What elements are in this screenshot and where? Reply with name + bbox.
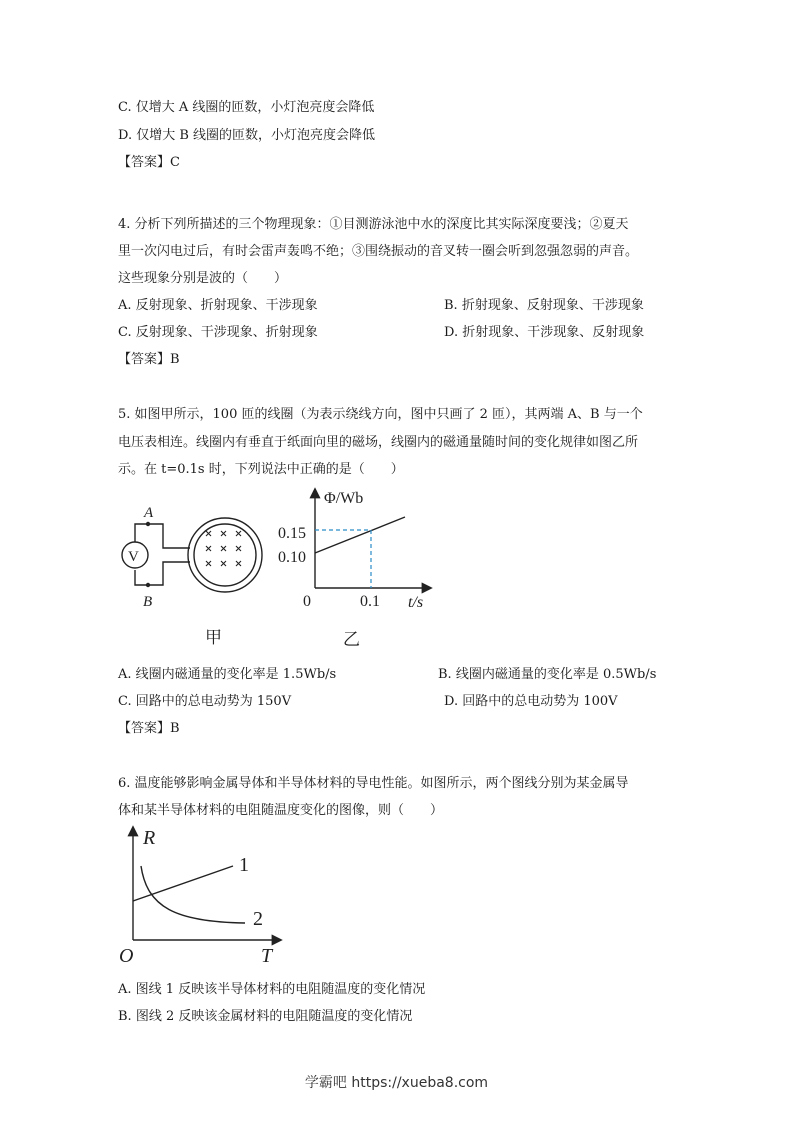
- caption-jia: 甲: [205, 628, 222, 647]
- q5-figure-graph: [270, 485, 445, 650]
- flux-line: [315, 517, 405, 553]
- q5-option-c: C. 回路中的总电动势为 150V: [118, 694, 292, 709]
- terminal-b: [146, 583, 150, 587]
- y-axis-label: Φ/Wb: [324, 490, 364, 507]
- q4-option-b: B. 折射现象、反射现象、干涉现象: [444, 298, 644, 313]
- q6-stem-line1: 6. 温度能够影响金属导体和半导体材料的导电性能。如图所示，两个图线分别为某金属导: [118, 776, 629, 791]
- terminal-a: [146, 522, 150, 526]
- q4-stem-line1: 4. 分析下列所描述的三个物理现象：①目测游泳池中水的深度比其实际深度要浅；②夏天: [118, 217, 629, 232]
- curve-2: [141, 866, 245, 923]
- x-axis-label: t/s: [408, 594, 424, 611]
- q6-stem-line2: 体和某半导体材料的电阻随温度变化的图像，则（ ）: [118, 803, 444, 818]
- q6-figure-graph: [115, 822, 290, 967]
- tick-x-01: 0.1: [360, 593, 380, 610]
- q4-option-d: D. 折射现象、干涉现象、反射现象: [444, 325, 645, 340]
- x-axis-label: T: [261, 945, 273, 967]
- q5-stem-line1: 5. 如图甲所示，100 匝的线圈（为表示绕线方向，图中只画了 2 匝），其两端 A、B 与一个: [118, 407, 643, 422]
- footer-watermark: 学霸吧 https://xueba8.com: [304, 1075, 489, 1091]
- q5-stem-line2: 电压表相连。线圈内有垂直于纸面向里的磁场，线圈内的磁通量随时间的变化规律如图乙所: [118, 435, 639, 450]
- tick-015: 0.15: [278, 525, 306, 542]
- origin-label: O: [119, 945, 134, 967]
- q3-answer: 【答案】C: [118, 155, 180, 170]
- coil-inner: [194, 524, 256, 586]
- q3-option-d: D. 仅增大 B 线圈的匝数，小灯泡亮度会降低: [118, 128, 376, 143]
- voltmeter-label: V: [128, 549, 139, 565]
- q4-answer: 【答案】B: [118, 352, 180, 367]
- curve-1: [133, 866, 233, 901]
- q5-answer: 【答案】B: [118, 721, 180, 736]
- q4-stem-line3: 这些现象分别是波的（ ）: [118, 271, 288, 286]
- magnetic-field-crosses: [206, 531, 241, 566]
- q3-option-c: C. 仅增大 A 线圈的匝数，小灯泡亮度会降低: [118, 100, 375, 115]
- q6-option-b: B. 图线 2 反映该金属材料的电阻随温度的变化情况: [118, 1009, 413, 1024]
- q5-stem-line3: 示。在 t=0.1s 时，下列说法中正确的是（ ）: [118, 462, 404, 477]
- label-a: A: [144, 505, 154, 521]
- q5-figure-circuit: [115, 500, 275, 650]
- q4-stem-line2: 里一次闪电过后，有时会雷声轰鸣不绝；③围绕振动的音叉转一圈会听到忽强忽弱的声音。: [118, 244, 639, 259]
- tick-010: 0.10: [278, 549, 306, 566]
- caption-yi: 乙: [343, 630, 360, 649]
- q6-option-a: A. 图线 1 反映该半导体材料的电阻随温度的变化情况: [118, 982, 426, 997]
- q5-option-d: D. 回路中的总电动势为 100V: [444, 694, 618, 709]
- y-axis-label: R: [143, 827, 156, 849]
- curve-1-label: 1: [239, 854, 249, 876]
- coil-outer: [188, 518, 262, 592]
- q5-option-a: A. 线圈内磁通量的变化率是 1.5Wb/s: [118, 667, 337, 682]
- q4-option-c: C. 反射现象、干涉现象、折射现象: [118, 325, 318, 340]
- label-b: B: [143, 594, 153, 610]
- q4-option-a: A. 反射现象、折射现象、干涉现象: [118, 298, 318, 313]
- curve-2-label: 2: [253, 908, 263, 930]
- tick-origin: 0: [303, 593, 311, 610]
- q5-option-b: B. 线圈内磁通量的变化率是 0.5Wb/s: [438, 667, 657, 682]
